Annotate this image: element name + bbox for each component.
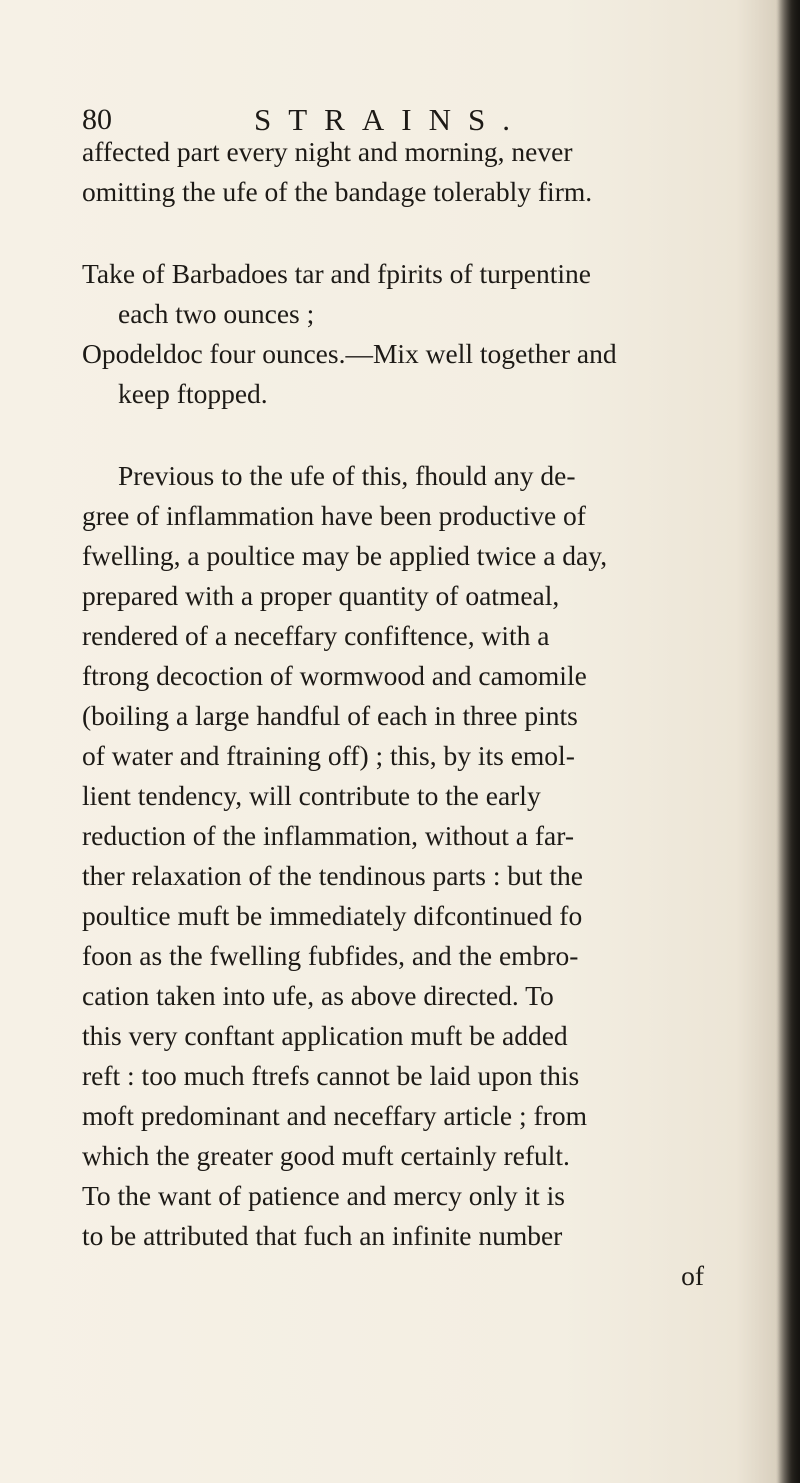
recipe-line: keep ftopped. <box>118 378 268 409</box>
paragraph-previous <box>82 456 722 1296</box>
text-line: which the greater good muft certainly refult. <box>82 1140 570 1171</box>
text-line: ftrong decoction of wormwood and camomile <box>82 660 587 691</box>
text-line: prepared with a proper quantity of oatmeal, <box>82 580 560 611</box>
text-line: gree of inflammation have been productive of <box>82 500 586 531</box>
text-line: lient tendency, will contribute to the early <box>82 780 541 811</box>
catchword: of <box>681 1260 704 1291</box>
recipe-block <box>82 254 722 414</box>
text-line: to be attributed that fuch an infinite number <box>82 1220 563 1251</box>
text-line: affected part every night and morning, never <box>82 136 573 167</box>
text-line: reft : too much ftrefs cannot be laid upon this <box>82 1060 580 1091</box>
text-line: To the want of patience and mercy only it is <box>82 1180 565 1211</box>
page-body <box>82 132 722 1296</box>
text-line: cation taken into ufe, as above directed. To <box>82 980 554 1011</box>
text-line: Previous to the ufe of this, fhould any de- <box>118 460 576 491</box>
text-line: poultice muft be immediately difcontinued fo <box>82 900 583 931</box>
paragraph-continued <box>82 132 722 212</box>
recipe-line: Take of Barbadoes tar and fpirits of turpentine <box>82 258 591 289</box>
text-line: this very conftant application muft be added <box>82 1020 568 1051</box>
running-head: STRAINS. <box>254 102 527 137</box>
text-line: (boiling a large handful of each in three pints <box>82 700 578 731</box>
text-line: of water and ftraining off) ; this, by its emol- <box>82 740 575 771</box>
text-line: moft predominant and neceffary article ; from <box>82 1100 587 1131</box>
text-line: fwelling, a poultice may be applied twice a day, <box>82 540 608 571</box>
text-line: rendered of a neceffary confiftence, with a <box>82 620 550 651</box>
page-number: 80 <box>82 103 112 136</box>
text-line: reduction of the inflammation, without a far- <box>82 820 575 851</box>
text-line: ther relaxation of the tendinous parts : but the <box>82 860 583 891</box>
recipe-line: each two ounces ; <box>118 298 315 329</box>
page-gutter-shadow <box>778 0 800 1483</box>
text-line: omitting the ufe of the bandage tolerably firm. <box>82 176 593 207</box>
recipe-line: Opodeldoc four ounces.—Mix well together and <box>82 338 617 369</box>
text-line: foon as the fwelling fubfides, and the embro- <box>82 940 579 971</box>
